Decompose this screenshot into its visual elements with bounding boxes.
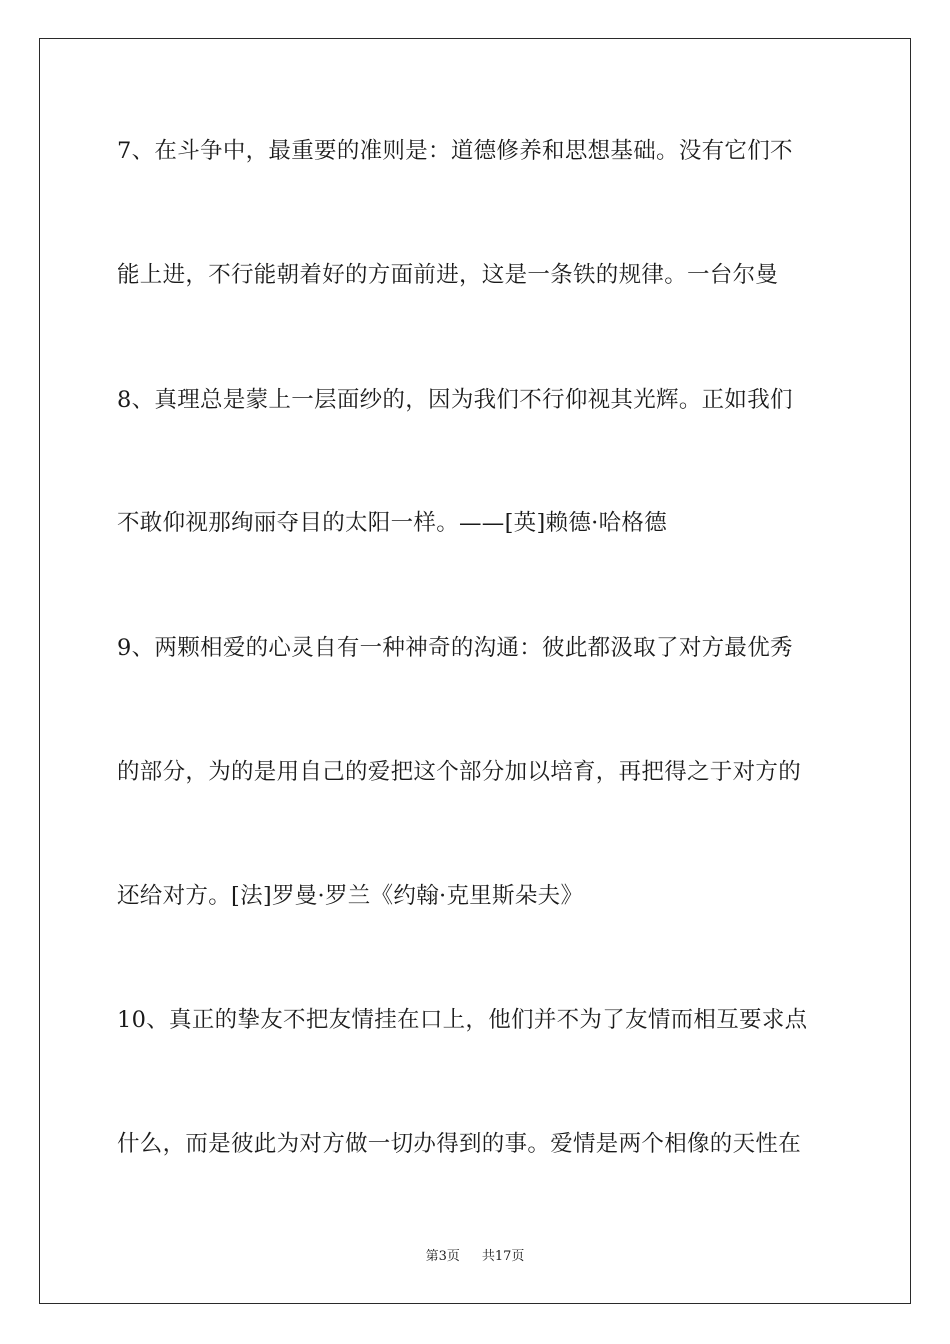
text-line-7: 还给对方。[法]罗曼·罗兰《约翰·克里斯朵夫》 (117, 883, 584, 909)
page-footer (0, 1248, 950, 1266)
text-line-9: 什么，而是彼此为对方做一切办得到的事。爱情是两个相像的天性在 (117, 1131, 802, 1157)
page-border (39, 38, 911, 1304)
text-line-8: 10、真正的挚友不把友情挂在口上，他们并不为了友情而相互要求点 (117, 1007, 808, 1033)
page-total: 共17页 (481, 1249, 525, 1264)
text-line-4: 不敢仰视那绚丽夺目的太阳一样。——[英]赖德·哈格德 (117, 510, 668, 536)
text-line-3: 8、真理总是蒙上一层面纱的，因为我们不行仰视其光辉。正如我们 (117, 387, 793, 413)
text-line-6: 的部分，为的是用自己的爱把这个部分加以培育，再把得之于对方的 (117, 759, 802, 785)
page-number: 第3页 (425, 1249, 460, 1264)
text-line-5: 9、两颗相爱的心灵自有一种神奇的沟通：彼此都汲取了对方最优秀 (117, 635, 793, 661)
text-line-2: 能上进，不行能朝着好的方面前进，这是一条铁的规律。一台尔曼 (117, 262, 779, 288)
text-line-1: 7、在斗争中，最重要的准则是：道德修养和思想基础。没有它们不 (117, 138, 793, 164)
